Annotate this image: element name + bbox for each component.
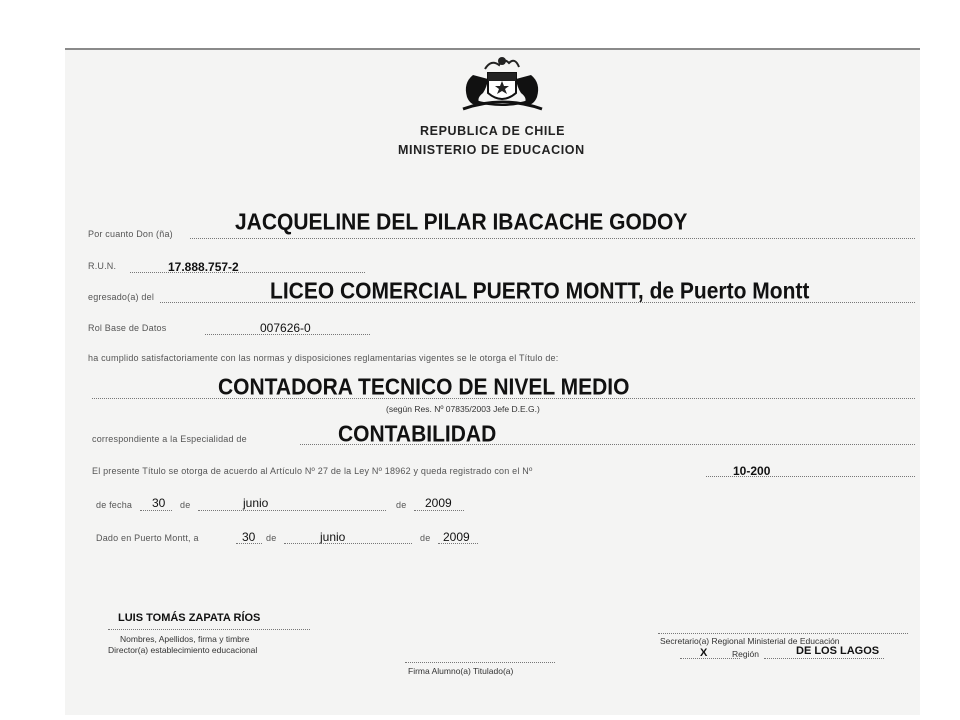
run-label: R.U.N. <box>88 261 117 271</box>
region-number: X <box>700 647 708 659</box>
graduate-value: LICEO COMERCIAL PUERTO MONTT, de Puerto Montt <box>270 279 810 304</box>
date-year: 2009 <box>425 496 452 510</box>
date-de-1: de <box>180 500 191 510</box>
date-label: de fecha <box>96 500 133 510</box>
date-day: 30 <box>152 496 166 510</box>
specialty-label: correspondiente a la Especialidad de <box>92 434 247 444</box>
region-name: DE LOS LAGOS <box>796 645 880 657</box>
title-value: CONTADORA TECNICO DE NIVEL MEDIO <box>218 375 630 400</box>
given-label: Dado en Puerto Montt, a <box>96 533 199 543</box>
given-de-2: de <box>420 533 431 543</box>
region-name-line <box>764 658 884 659</box>
director-signature-line <box>108 629 310 630</box>
name-label: Por cuanto Don (ña) <box>88 229 173 239</box>
statement-text: ha cumplido satisfactoriamente con las normas y disposiciones reglamentarias vigentes se le otorga el Título de: <box>88 353 559 363</box>
given-month: junio <box>320 530 346 544</box>
resolution-note: (según Res. Nº 07835/2003 Jefe D.E.G.) <box>386 404 540 414</box>
director-name: LUIS TOMÁS ZAPATA RÍOS <box>118 612 261 624</box>
given-month-line <box>284 543 412 544</box>
run-line <box>130 272 365 273</box>
region-label: Región <box>732 649 759 659</box>
secretary-signature-line <box>658 633 908 634</box>
director-caption-2: Director(a) establecimiento educacional <box>108 645 258 655</box>
registration-number: 10-200 <box>733 464 771 478</box>
header-ministry: MINISTERIO DE EDUCACION <box>398 143 585 157</box>
rbd-label: Rol Base de Datos <box>88 323 167 333</box>
rbd-value: 007626-0 <box>260 321 311 335</box>
secretary-caption: Secretario(a) Regional Ministerial de Educación <box>660 636 840 646</box>
header-republic: REPUBLICA DE CHILE <box>420 124 566 138</box>
given-day: 30 <box>242 530 256 544</box>
specialty-value: CONTABILIDAD <box>338 422 497 447</box>
registration-text: El presente Título se otorga de acuerdo al Artículo Nº 27 de la Ley Nº 18962 y queda registrado con el Nº <box>92 466 533 476</box>
region-number-line <box>680 658 740 659</box>
given-de-1: de <box>266 533 277 543</box>
name-line <box>190 238 915 239</box>
date-day-line <box>140 510 172 511</box>
date-month-line <box>198 510 386 511</box>
student-signature-line <box>405 662 555 663</box>
name-value: JACQUELINE DEL PILAR IBACACHE GODOY <box>235 210 688 235</box>
director-caption-1: Nombres, Apellidos, firma y timbre <box>120 634 250 644</box>
given-year: 2009 <box>443 530 470 544</box>
run-value: 17.888.757-2 <box>168 260 239 274</box>
graduate-label: egresado(a) del <box>88 292 155 302</box>
chile-coat-of-arms-icon <box>455 55 550 117</box>
date-year-line <box>414 510 464 511</box>
date-month: junio <box>243 496 269 510</box>
student-caption: Firma Alumno(a) Titulado(a) <box>408 666 514 676</box>
date-de-2: de <box>396 500 407 510</box>
